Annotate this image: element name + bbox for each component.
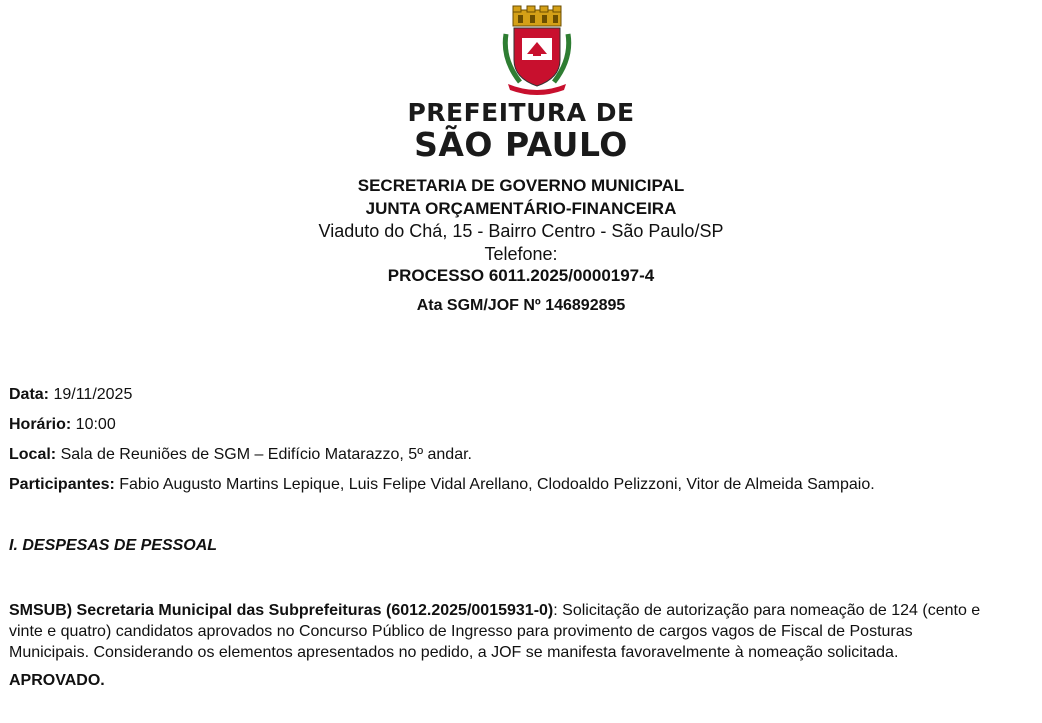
- meeting-time: [9, 415, 116, 435]
- participants-value: Fabio Augusto Martins Lepique, Luis Felipe Vidal Arellano, Clodoaldo Pelizzoni, Vitor de Almeida Sampaio.: [114, 476, 875, 493]
- meeting-participants: [9, 475, 875, 495]
- address: Viaduto do Chá, 15 - Bairro Centro - São Paulo/SP: [318, 221, 724, 241]
- time-value: 10:00: [71, 416, 116, 433]
- processo-number: PROCESSO 6011.2025/0000197-4: [387, 266, 655, 285]
- participants-label: Participantes:: [9, 476, 115, 493]
- item-heading: SMSUB) Secretaria Municipal das Subprefeituras (6012.2025/0015931-0): [9, 602, 554, 619]
- item-line-3: Municipais. Considerando os elementos apresentados no pedido, a JOF se manifesta favoravelmente à nomeação solicitada.: [9, 644, 899, 661]
- brand-line-1: PREFEITURA DE: [407, 98, 635, 127]
- sao-paulo-coat-of-arms-logo: [500, 4, 574, 96]
- time-label: Horário:: [9, 416, 72, 433]
- junta-title: JUNTA ORÇAMENTÁRIO-FINANCEIRA: [365, 199, 677, 218]
- approval-status: APROVADO.: [9, 672, 105, 689]
- brand-line-2: SÃO PAULO: [414, 125, 628, 164]
- date-label: Data:: [9, 386, 50, 403]
- item-line-2: vinte e quatro) candidatos aprovados no Concurso Público de Ingresso para provimento de cargos vagos de Fiscal de Posturas: [9, 623, 913, 640]
- meeting-location: [9, 445, 472, 465]
- item-line-1-text: : Solicitação de autorização para nomeação de 124 (cento e: [553, 602, 981, 619]
- date-value: 19/11/2025: [49, 386, 133, 403]
- item-line-1: [9, 600, 1042, 621]
- ata-number: Ata SGM/JOF Nº 146892895: [416, 297, 626, 314]
- location-value: Sala de Reuniões de SGM – Edifício Matarazzo, 5º andar.: [56, 446, 472, 463]
- location-label: Local:: [9, 446, 57, 463]
- secretaria-title: SECRETARIA DE GOVERNO MUNICIPAL: [357, 176, 685, 195]
- phone-label: Telefone:: [484, 244, 558, 264]
- meeting-date: [9, 385, 132, 405]
- section-title: I. DESPESAS DE PESSOAL: [9, 537, 218, 554]
- item-paragraph: [9, 600, 1042, 663]
